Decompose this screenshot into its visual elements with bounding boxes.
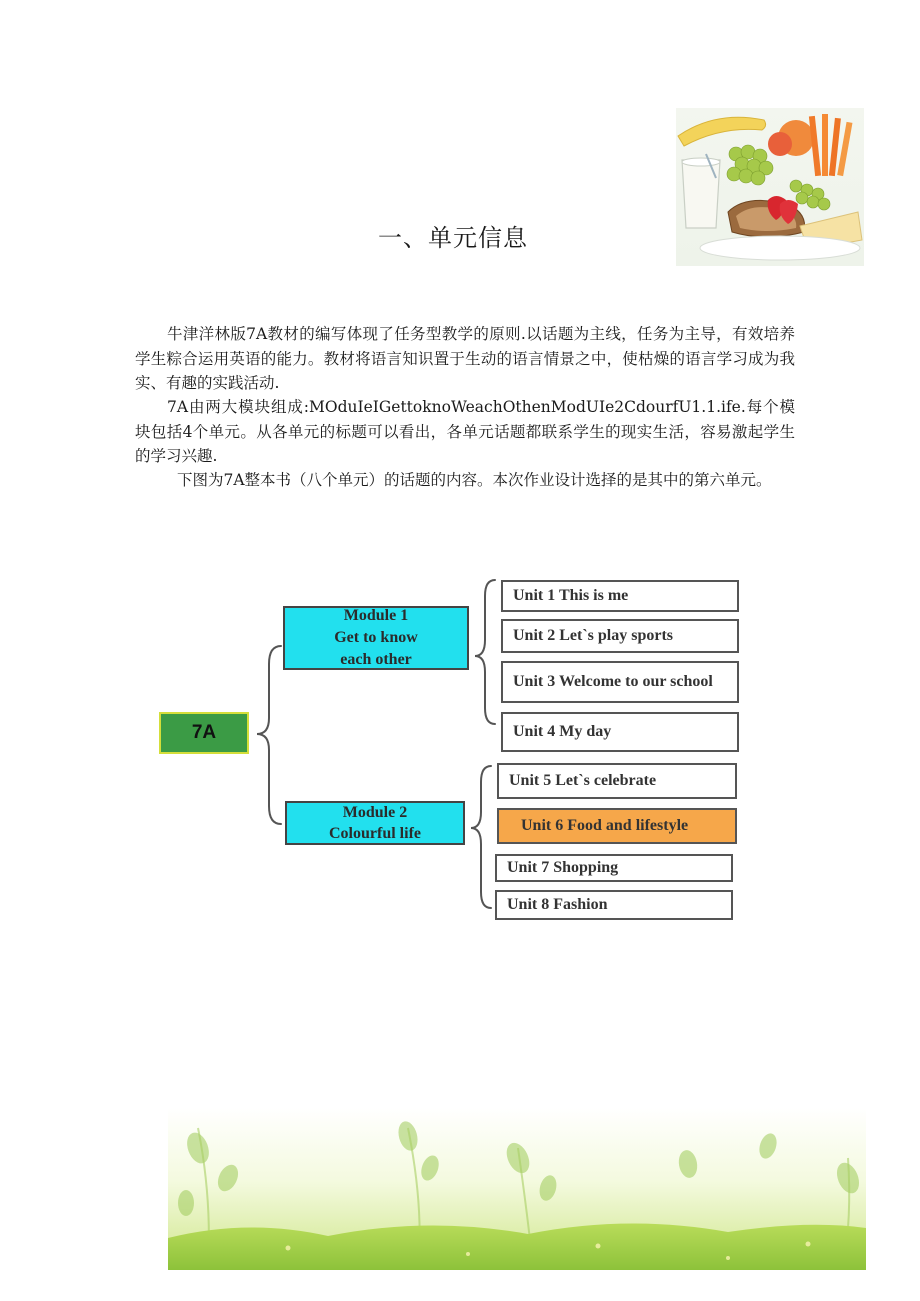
intro-paragraph: 牛津洋林版7A教材的编写体现了任务型教学的原则.以话题为主线，任务为主导，有效培养学生粽合运用英语的能力。教材将语言知识置于生动的语言情景之中，使枯燥的语言学习成为我实、有趣的实践活动. (135, 325, 795, 392)
unit-3-node: Unit 3 Welcome to our school (501, 661, 739, 703)
page-title: 一、单元信息 (378, 224, 528, 252)
unit-8-node: Unit 8 Fashion (495, 890, 733, 920)
module-1-line-2: Get to know (334, 629, 418, 646)
module-2-node (285, 801, 465, 845)
modules-paragraph: 7A由两大模块组成:MOduIeIGettoknoWeachOthenModUIe2CdourfU1.1.ife.每个模块包括4个单元。从各单元的标题可以看出，各单元话题都联系学生的现实生活，容易激起学生的学习兴趣. (135, 398, 795, 465)
module-2-title: Module 2 (342, 804, 408, 821)
module-1-node (283, 606, 469, 670)
module2-brace (471, 766, 491, 908)
unit-7-node: Unit 7 Shopping (495, 854, 733, 882)
unit-structure-diagram (155, 574, 755, 930)
unit-5-node: Unit 5 Let`s celebrate (497, 763, 737, 799)
unit-6-node-highlighted: Unit 6 Food and lifestyle (497, 808, 737, 844)
unit-4-node: Unit 4 My day (501, 712, 739, 752)
module-2-line-2: Colourful life (329, 825, 421, 842)
diagram-caption-paragraph: 下图为7A整本书（八个单元）的话题的内容。本次作业设计选择的是其中的第六单元。 (177, 471, 772, 489)
module-1-title: Module 1 (343, 607, 409, 624)
unit-2-node: Unit 2 Let`s play sports (501, 619, 739, 653)
root-node-7a: 7A (159, 712, 249, 754)
unit-1-node: Unit 1 This is me (501, 580, 739, 612)
nature-banner (168, 1108, 866, 1270)
module-1-line-3: each other (340, 651, 412, 668)
module1-brace (475, 580, 495, 724)
root-brace (257, 646, 281, 824)
